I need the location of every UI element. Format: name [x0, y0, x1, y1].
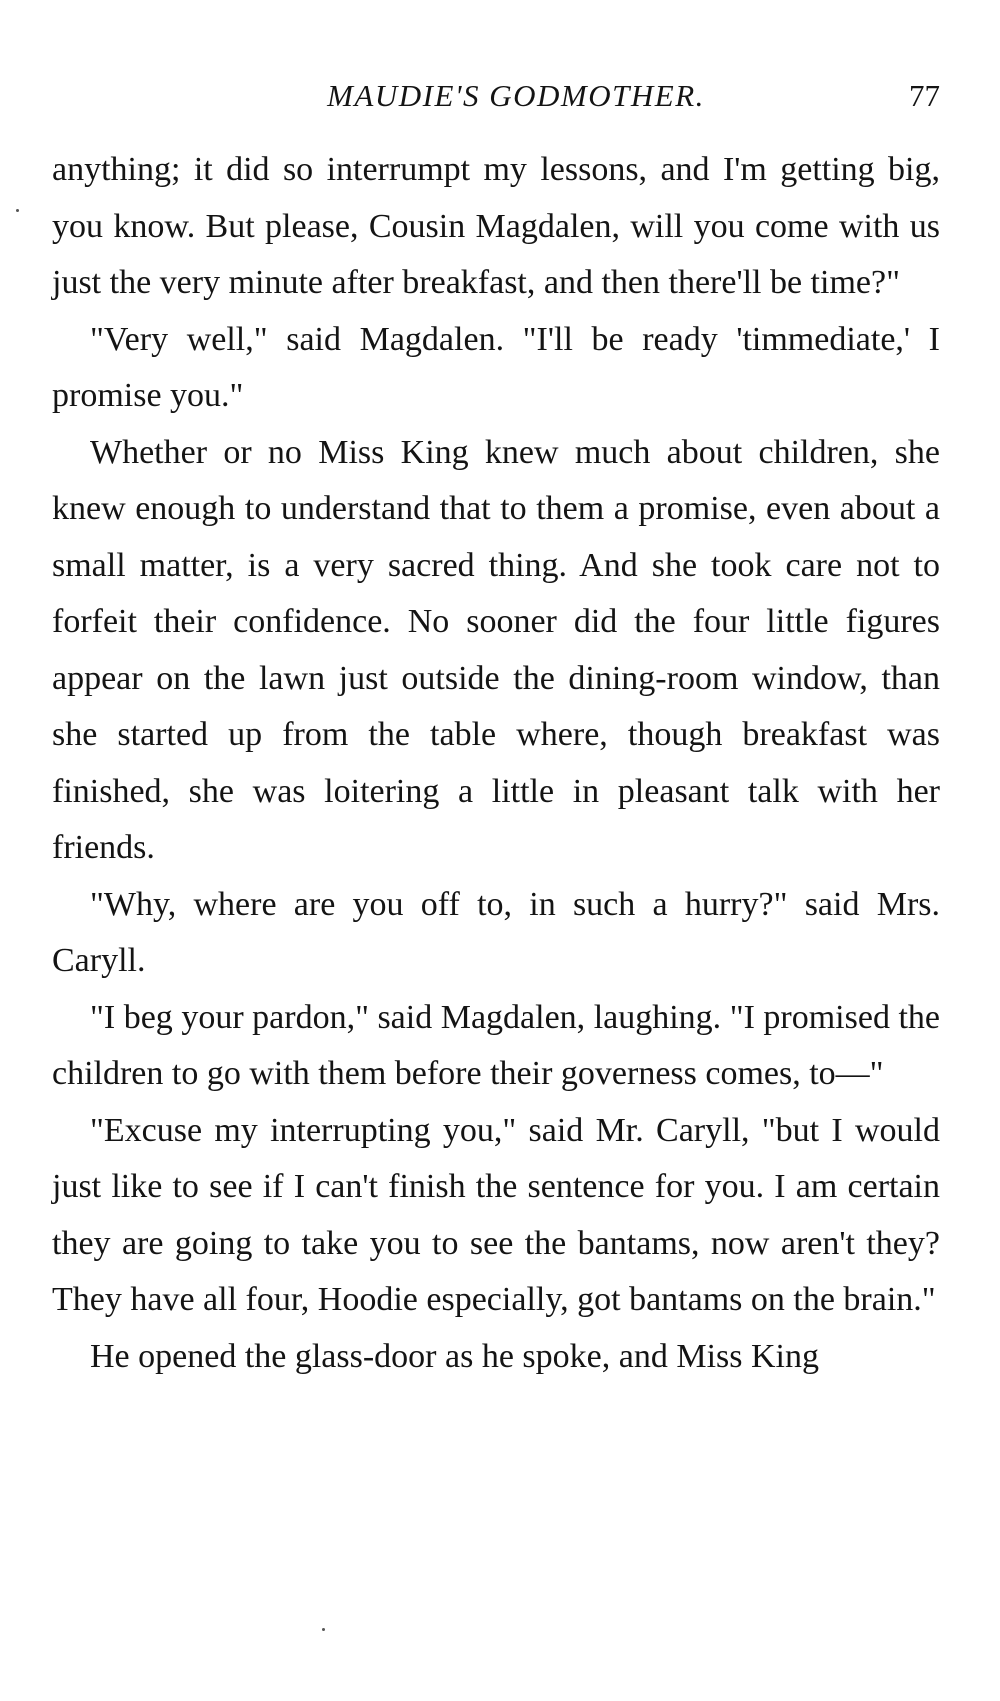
- running-head: [52, 78, 940, 122]
- paragraph-7: He opened the glass-door as he spoke, and Miss King: [90, 1337, 819, 1375]
- paragraph-4: "Why, where are you off to, in such a hurry?" said Mrs. Caryll.: [52, 885, 940, 979]
- paragraph-6: "Excuse my interrupting you," said Mr. Caryll, "but I would just like to see if I can't finish the sentence for you. I am certain they are going to take you to see the bantams, now aren't they? They have all four, Hoodie especially, got bantams on the brain.": [52, 1111, 940, 1318]
- paragraph-2: "Very well," said Magdalen. "I'll be ready 'timmediate,' I promise you.": [52, 320, 940, 414]
- bottom-speck: [322, 1628, 325, 1631]
- paragraph-3: Whether or no Miss King knew much about children, she knew enough to understand that to them a promise, even about a small matter, is a very sacred thing. And she took care not to forfeit their confidence. No sooner did the four little figures appear on the lawn just outside the dining-room window, than she started up from the table where, though breakfast was finished, she was loitering a little in pleasant talk with her friends.: [52, 433, 940, 866]
- page-number: 77: [909, 78, 940, 113]
- paragraph-5: "I beg your pardon," said Magdalen, laughing. "I promised the children to go with them before their governess comes, to—": [52, 998, 940, 1092]
- running-title: MAUDIE'S GODMOTHER.: [327, 78, 705, 113]
- paragraph-1: anything; it did so interrumpt my lessons, and I'm getting big, you know. But please, Cousin Magdalen, will you come with us just the very minute after breakfast, and then there'll be time?": [52, 151, 940, 301]
- body-text: [52, 142, 940, 1385]
- margin-speck: [16, 209, 19, 212]
